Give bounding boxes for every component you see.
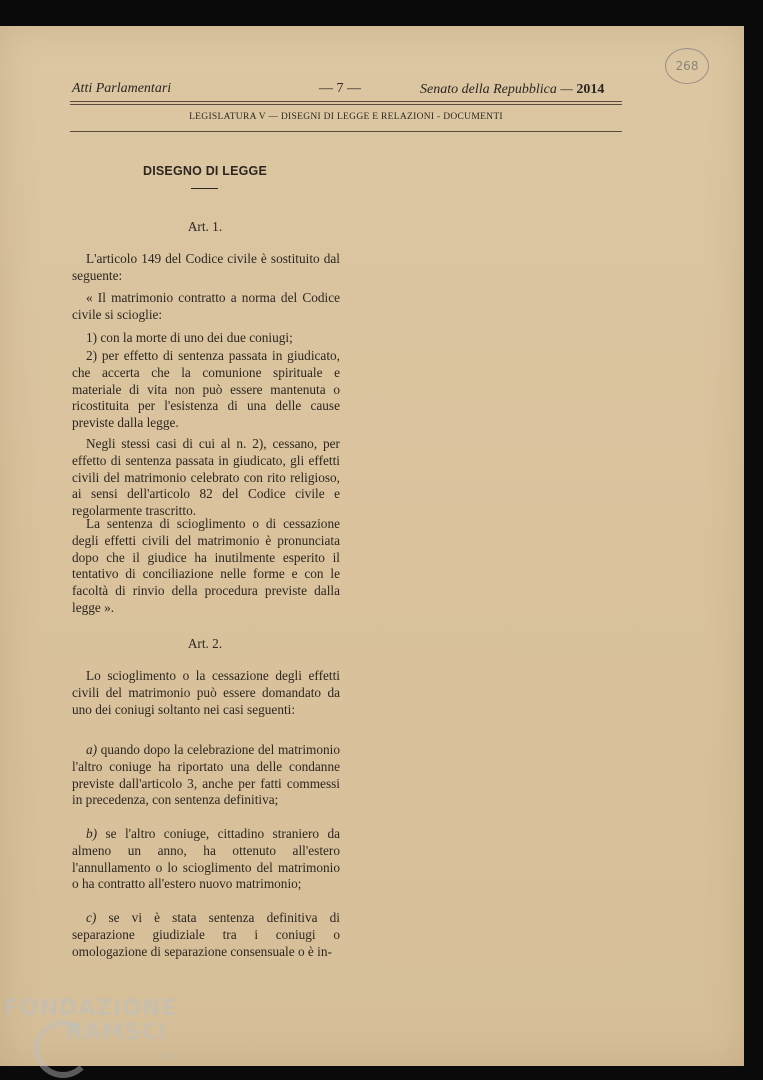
item-label: a): [86, 742, 98, 757]
header-subtitle: LEGISLATURA V — DISEGNI DI LEGGE E RELAZIONI - DOCUMENTI: [189, 112, 503, 122]
list-item: [72, 826, 340, 893]
article-1-heading: Art. 1.: [187, 219, 223, 234]
paragraph: 2) per effetto di sentenza passata in giudicato, che accerta che la comunione spirituale e materiale di vita non può essere mantenuta o ricostituita per l'esistenza di una delle cause previste dalla legge.: [72, 348, 340, 431]
list-item: [72, 910, 340, 960]
item-text: se l'altro coniuge, cittadino straniero da almeno un anno, ha ottenuto all'estero l'annullamento o lo scioglimento del matrimonio o ha contratto all'estero nuovo matrimonio;: [72, 826, 340, 892]
watermark-line2: RAMSCI: [66, 1020, 169, 1045]
page-number: — 7 —: [319, 81, 361, 96]
header-right: [420, 82, 604, 98]
header-left: Atti Parlamentari: [72, 81, 172, 96]
paragraph: « Il matrimonio contratto a norma del Codice civile si scioglie:: [72, 290, 340, 322]
item-text: se vi è stata sentenza definitiva di separazione giudiziale tra i coniugi o omologazione di separazione consensuale o è in-: [72, 910, 340, 959]
item-label: c): [86, 910, 97, 925]
archive-stamp: [665, 48, 709, 84]
paragraph: La sentenza di scioglimento o di cessazione degli effetti civili del matrimonio è pronunciata dopo che il giudice ha inutilmente esperito il tentativo di conciliazione nelle forme e con le facoltà di rinvio della procedura previste dalla legge ».: [72, 516, 340, 615]
header-rule: [70, 104, 622, 105]
list-item: [72, 742, 340, 809]
fondazione-gramsci-watermark: [4, 996, 194, 1076]
watermark-line3: onlus: [154, 1052, 179, 1062]
item-text: quando dopo la celebrazione del matrimonio l'altro coniuge ha riportato una delle condanne previste dall'articolo 3, anche per fatti commessi in precedenza, con sentenza definitiva;: [72, 742, 340, 808]
header-year: 2014: [576, 82, 605, 97]
paragraph: 1) con la morte di uno dei due coniugi;: [86, 330, 293, 345]
title-underline: [191, 188, 218, 189]
header-rule: [70, 101, 622, 102]
article-2-heading: Art. 2.: [187, 636, 223, 651]
document-page: [0, 26, 744, 1066]
document-title: DISEGNO DI LEGGE: [142, 164, 268, 178]
paragraph: Lo scioglimento o la cessazione degli effetti civili del matrimonio può essere domandato da uno dei coniugi soltanto nei casi seguenti:: [72, 668, 340, 717]
item-label: b): [86, 826, 98, 841]
header-right-text: Senato della Repubblica —: [420, 82, 573, 97]
paragraph: Negli stessi casi di cui al n. 2), cessano, per effetto di sentenza passata in giudicato, gli effetti civili del matrimonio celebrato con rito religioso, ai sensi dell'articolo 82 del Codice civile e regolarmente trascritto.: [72, 436, 340, 519]
stamp-number: 268: [675, 59, 699, 73]
subtitle-rule: [70, 131, 622, 132]
watermark-line1: FONDAZIONE: [4, 996, 178, 1021]
paragraph: L'articolo 149 del Codice civile è sostituito dal seguente:: [72, 251, 340, 283]
